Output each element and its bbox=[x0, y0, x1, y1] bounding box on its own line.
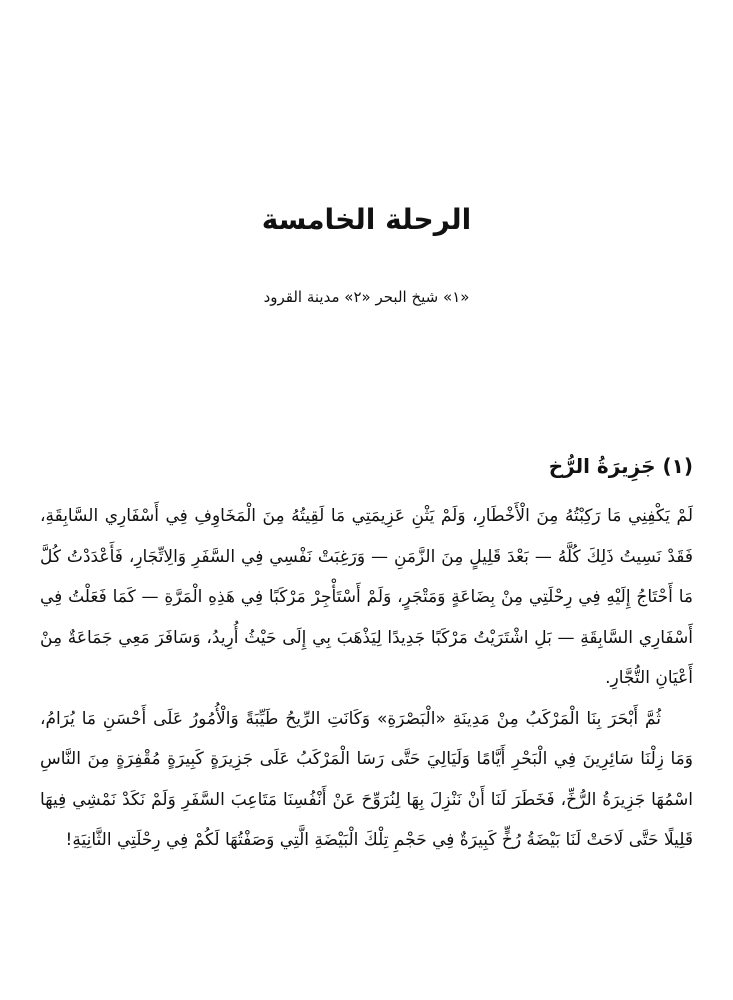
section-body bbox=[40, 496, 693, 861]
paragraph-1: لَمْ يَكْفِنِي مَا رَكِبْتُهُ مِنَ الْأَخْطَارِ، وَلَمْ يَثْنِ عَزِيمَتِي مَا لَقِيتُهُ مِنَ الْمَخَاوِفِ فِي أَسْفَارِي السَّابِقَةِ، فَقَدْ نَسِيتُ ذَلِكَ كُلَّهُ — بَعْدَ قَلِيلٍ مِنَ الزَّمَنِ — وَرَغِبَتْ نَفْسِي فِي السَّفَرِ وَالِاتِّجَارِ، فَأَعْدَدْتُ كُلَّ مَا أَحْتَاجُ إِلَيْهِ فِي رِحْلَتِي مِنْ بِضَاعَةٍ وَمَتْجَرٍ، وَلَمْ أَسْتَأْجِرْ مَرْكَبًا فِي هَذِهِ الْمَرَّةِ — كَمَا فَعَلْتُ فِي أَسْفَارِي السَّابِقَةِ — بَلِ اشْتَرَيْتُ مَرْكَبًا جَدِيدًا لِيَذْهَبَ بِي إِلَى حَيْثُ أُرِيدُ، وَسَافَرَ مَعِي جَمَاعَةٌ مِنْ أَعْيَانِ التُّجَّارِ. bbox=[40, 506, 693, 688]
chapter-contents-line: «١» شيخ البحر «٢» مدينة القرود bbox=[263, 288, 470, 306]
chapter-title: الرحلة الخامسة bbox=[261, 203, 472, 236]
section-heading: (١) جَزِيرَةُ الرُّخ bbox=[548, 454, 693, 478]
paragraph-2: ثُمَّ أَبْحَرَ بِنَا الْمَرْكَبُ مِنْ مَدِينَةِ «الْبَصْرَةِ» وَكَانَتِ الرِّيحُ طَيِّبَةً وَالْأُمُورُ عَلَى أَحْسَنِ مَا يُرَامُ، وَمَا زِلْنَا سَائِرِينَ فِي الْبَحْرِ أَيَّامًا وَلَيَالِيَ حَتَّى رَسَا الْمَرْكَبُ عَلَى جَزِيرَةٍ كَبِيرَةٍ مُقْفِرَةٍ مِنَ النَّاسِ اسْمُهَا جَزِيرَةُ الرُّخِّ، فَخَطَرَ لَنَا أَنْ نَنْزِلَ بِهَا لِنُرَوِّحَ عَنْ أَنْفُسِنَا مَتَاعِبَ السَّفَرِ وَلَمْ نَكَدْ نَمْشِي فِيهَا قَلِيلًا حَتَّى لَاحَتْ لَنَا بَيْضَةُ رُخٍّ كَبِيرَةٌ فِي حَجْمِ تِلْكَ الْبَيْضَةِ الَّتِي وَصَفْتُهَا لَكُمْ فِي رِحْلَتِي الثَّانِيَةِ! bbox=[40, 708, 693, 850]
